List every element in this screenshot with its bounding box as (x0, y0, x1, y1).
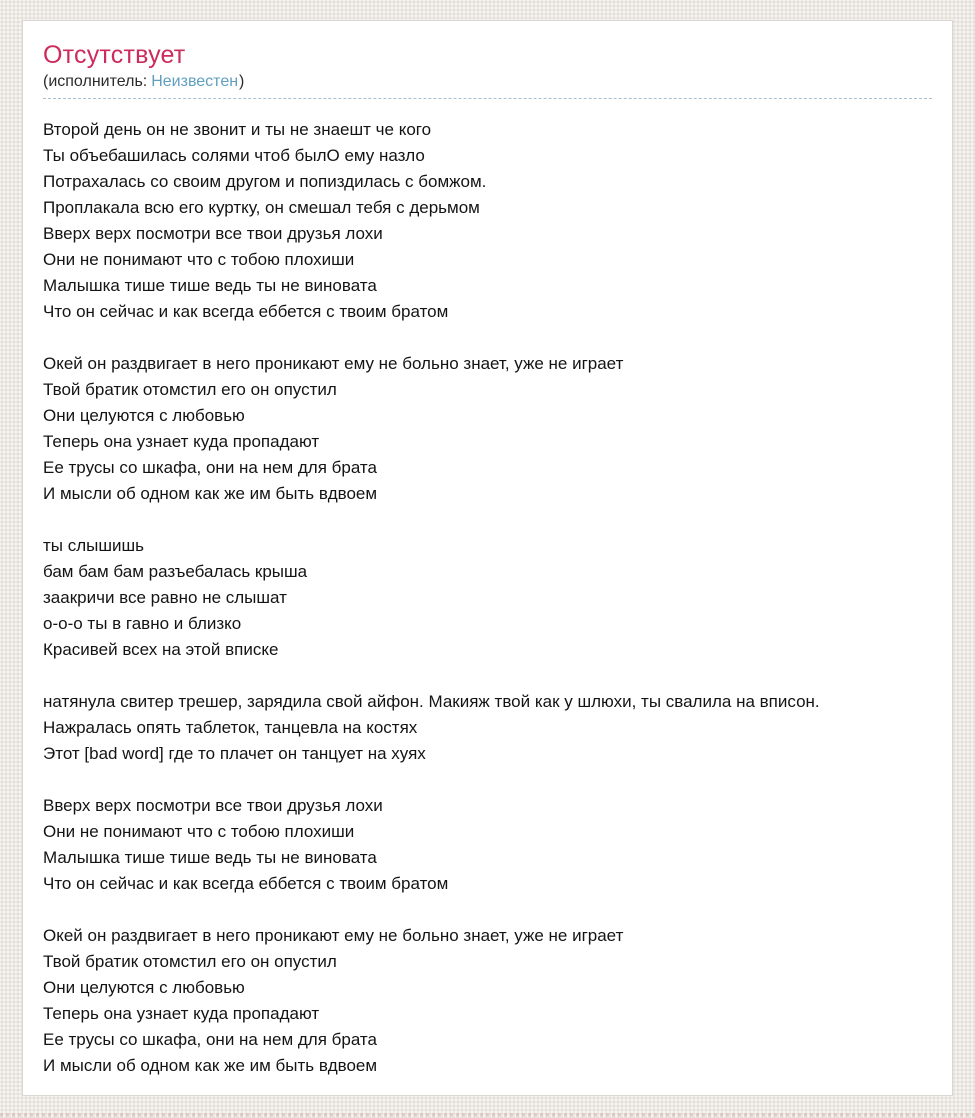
lyric-line: о-о-о ты в гавно и близко (43, 614, 242, 633)
lyric-line: Ее трусы со шкафа, они на нем для брата (43, 1030, 377, 1049)
lyric-line: Малышка тише тише ведь ты не виновата (43, 848, 377, 867)
lyric-line: Теперь она узнает куда пропадают (43, 1004, 320, 1023)
lyric-line: Потрахалась со своим другом и попиздилась с бомжом. (43, 172, 487, 191)
lyric-line: Ты объебашилась солями чтоб былО ему назло (43, 146, 425, 165)
lyrics-stanza (43, 689, 932, 767)
lyric-line: Теперь она узнает куда пропадают (43, 432, 320, 451)
lyric-line: Они целуются с любовью (43, 978, 245, 997)
lyric-line: Твой братик отомстил его он опустил (43, 952, 337, 971)
lyric-line: натянула свитер трешер, зарядила свой айфон. Макияж твой как у шлюхи, ты свалила на вписон. (43, 692, 820, 711)
lyrics-stanza (43, 923, 932, 1079)
lyric-line: Ее трусы со шкафа, они на нем для брата (43, 458, 377, 477)
artist-line (43, 72, 932, 92)
lyric-line: И мысли об одном как же им быть вдвоем (43, 484, 378, 503)
lyrics-stanza (43, 117, 932, 325)
lyric-line: Красивей всех на этой вписке (43, 640, 279, 659)
lyric-line: Этот [bad word] где то плачет он танцует на хуях (43, 744, 426, 763)
lyric-line: Нажралась опять таблеток, танцевла на костях (43, 718, 418, 737)
artist-label-suffix: ) (239, 73, 245, 90)
lyric-line: Малышка тише тише ведь ты не виновата (43, 276, 377, 295)
header-separator (43, 98, 932, 99)
lyric-line: Они не понимают что с тобою плохиши (43, 250, 355, 269)
lyrics-stanza (43, 793, 932, 897)
artist-label-prefix: (исполнитель: (43, 73, 148, 90)
lyric-line: Окей он раздвигает в него проникают ему не больно знает, уже не играет (43, 354, 624, 373)
lyric-line: Второй день он не звонит и ты не знаешт че кого (43, 120, 432, 139)
lyric-line: ты слышишь (43, 536, 144, 555)
lyric-line: Проплакала всю его куртку, он смешал тебя с дерьмом (43, 198, 480, 217)
lyric-line: Твой братик отомстил его он опустил (43, 380, 337, 399)
lyrics-card (22, 20, 953, 1096)
page-footer-texture (0, 1113, 975, 1117)
lyric-line: Что он сейчас и как всегда еббется с твоим братом (43, 874, 449, 893)
song-title: Отсутствует (43, 41, 186, 69)
lyric-line: Вверх верх посмотри все твои друзья лохи (43, 796, 383, 815)
lyrics-stanza (43, 351, 932, 507)
lyrics-text (43, 117, 932, 1079)
lyric-line: Вверх верх посмотри все твои друзья лохи (43, 224, 383, 243)
lyric-line: бам бам бам разъебалась крыша (43, 562, 308, 581)
lyric-line: Они не понимают что с тобою плохиши (43, 822, 355, 841)
lyric-line: Они целуются с любовью (43, 406, 245, 425)
lyric-line: Окей он раздвигает в него проникают ему не больно знает, уже не играет (43, 926, 624, 945)
lyric-line: И мысли об одном как же им быть вдвоем (43, 1056, 378, 1075)
lyrics-stanza (43, 533, 932, 663)
artist-link[interactable]: Неизвестен (151, 73, 239, 90)
lyric-line: Что он сейчас и как всегда еббется с твоим братом (43, 302, 449, 321)
lyric-line: заакричи все равно не слышат (43, 588, 287, 607)
